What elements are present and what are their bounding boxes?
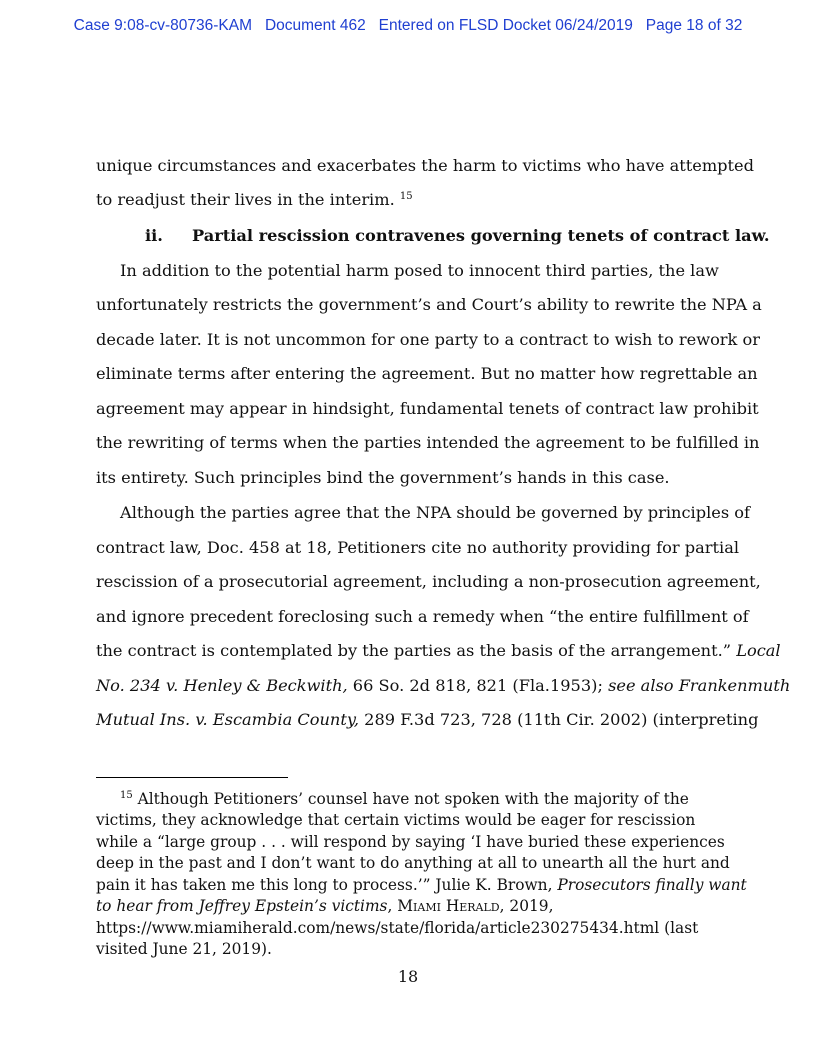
header-page-count: Page 18 of 32 (645, 17, 743, 34)
paragraph-2-line-6 (96, 676, 790, 696)
paragraph-2-line-2: contract law, Doc. 458 at 18, Petitioners cite no authority providing for partial (96, 538, 740, 557)
paragraph-2-line-4: and ignore precedent foreclosing such a remedy when “the entire fulfillment of (96, 607, 749, 626)
footnote-line-5 (96, 875, 747, 895)
paragraph-1-line-6: the rewriting of terms when the parties intended the agreement to be fulfilled in (96, 433, 760, 452)
case-citation-frankenmuth: see also Frankenmuth (608, 676, 791, 695)
article-title-part-1: Prosecutors finally want (557, 876, 747, 894)
body-line-2 (96, 190, 413, 210)
paragraph-2-line-5 (96, 641, 781, 661)
footnote-line-3: while a “large group . . . will respond by saying ‘I have buried these experiences (96, 833, 725, 851)
footnote-comma: , (387, 897, 398, 915)
case-citation-henley: No. 234 v. Henley & Beckwith, (96, 676, 348, 695)
publication-year: , 2019, (499, 897, 554, 915)
footnote-separator (96, 777, 288, 778)
paragraph-1-line-5: agreement may appear in hindsight, fundamental tenets of contract law prohibit (96, 399, 759, 418)
paragraph-1-line-4: eliminate terms after entering the agreement. But no matter how regrettable an (96, 364, 758, 383)
citation-reporter-so2d: 66 So. 2d 818, 821 (Fla.1953); (347, 676, 609, 695)
footnote-ref-15[interactable]: 15 (399, 191, 413, 202)
body-line-2-text: to readjust their lives in the interim. (96, 190, 395, 209)
article-title-part-2: to hear from Jeffrey Epstein’s victims (96, 897, 388, 915)
publication-name: Miami Herald (397, 897, 500, 915)
footnote-url-line[interactable]: https://www.miamiherald.com/news/state/florida/article230275434.html (last (96, 919, 699, 937)
citation-reporter-f3d: 289 F.3d 723, 728 (11th Cir. 2002) (interpreting (359, 710, 759, 729)
header-entered-docket: Entered on FLSD Docket 06/24/2019 (378, 17, 633, 34)
paragraph-1-line-2: unfortunately restricts the government’s and Court’s ability to rewrite the NPA a (96, 295, 762, 314)
page-number: 18 (397, 967, 419, 986)
paragraph-1-line-1: In addition to the potential harm posed to innocent third parties, the law (120, 261, 719, 280)
header-case-number: Case 9:08-cv-80736-KAM (73, 17, 253, 34)
footnote-line-5-text: pain it has taken me this long to process.’” Julie K. Brown, (96, 876, 558, 894)
footnote-line-1-text: Although Petitioners’ counsel have not spoken with the majority of the (132, 790, 689, 808)
paragraph-2-line-7 (96, 710, 758, 730)
docket-header (0, 17, 816, 35)
paragraph-1-line-3: decade later. It is not uncommon for one party to a contract to wish to rework or (96, 330, 760, 349)
header-document-number: Document 462 (264, 17, 366, 34)
footnote-line-8: visited June 21, 2019). (96, 940, 272, 958)
paragraph-1-line-7: its entirety. Such principles bind the government’s hands in this case. (96, 468, 670, 487)
body-line-1: unique circumstances and exacerbates the harm to victims who have attempted (96, 156, 754, 175)
section-heading-title: Partial rescission contravenes governing tenets of contract law. (192, 226, 770, 245)
section-heading-number: ii. (145, 226, 163, 245)
footnote-number: 15 (120, 790, 133, 801)
paragraph-2-line-3: rescission of a prosecutorial agreement, including a non-prosecution agreement, (96, 572, 761, 591)
footnote-line-6 (96, 896, 553, 916)
paragraph-2-line-5-text: the contract is contemplated by the parties as the basis of the arrangement.” (96, 641, 732, 660)
case-citation-escambia: Mutual Ins. v. Escambia County, (96, 710, 359, 729)
footnote-line-4: deep in the past and I don’t want to do anything at all to unearth all the hurt and (96, 854, 730, 872)
case-citation-local-234: Local (736, 641, 781, 660)
paragraph-2-line-1: Although the parties agree that the NPA should be governed by principles of (120, 503, 751, 522)
footnote-line-2: victims, they acknowledge that certain victims would be eager for rescission (96, 811, 696, 829)
footnote-line-1 (120, 789, 689, 809)
